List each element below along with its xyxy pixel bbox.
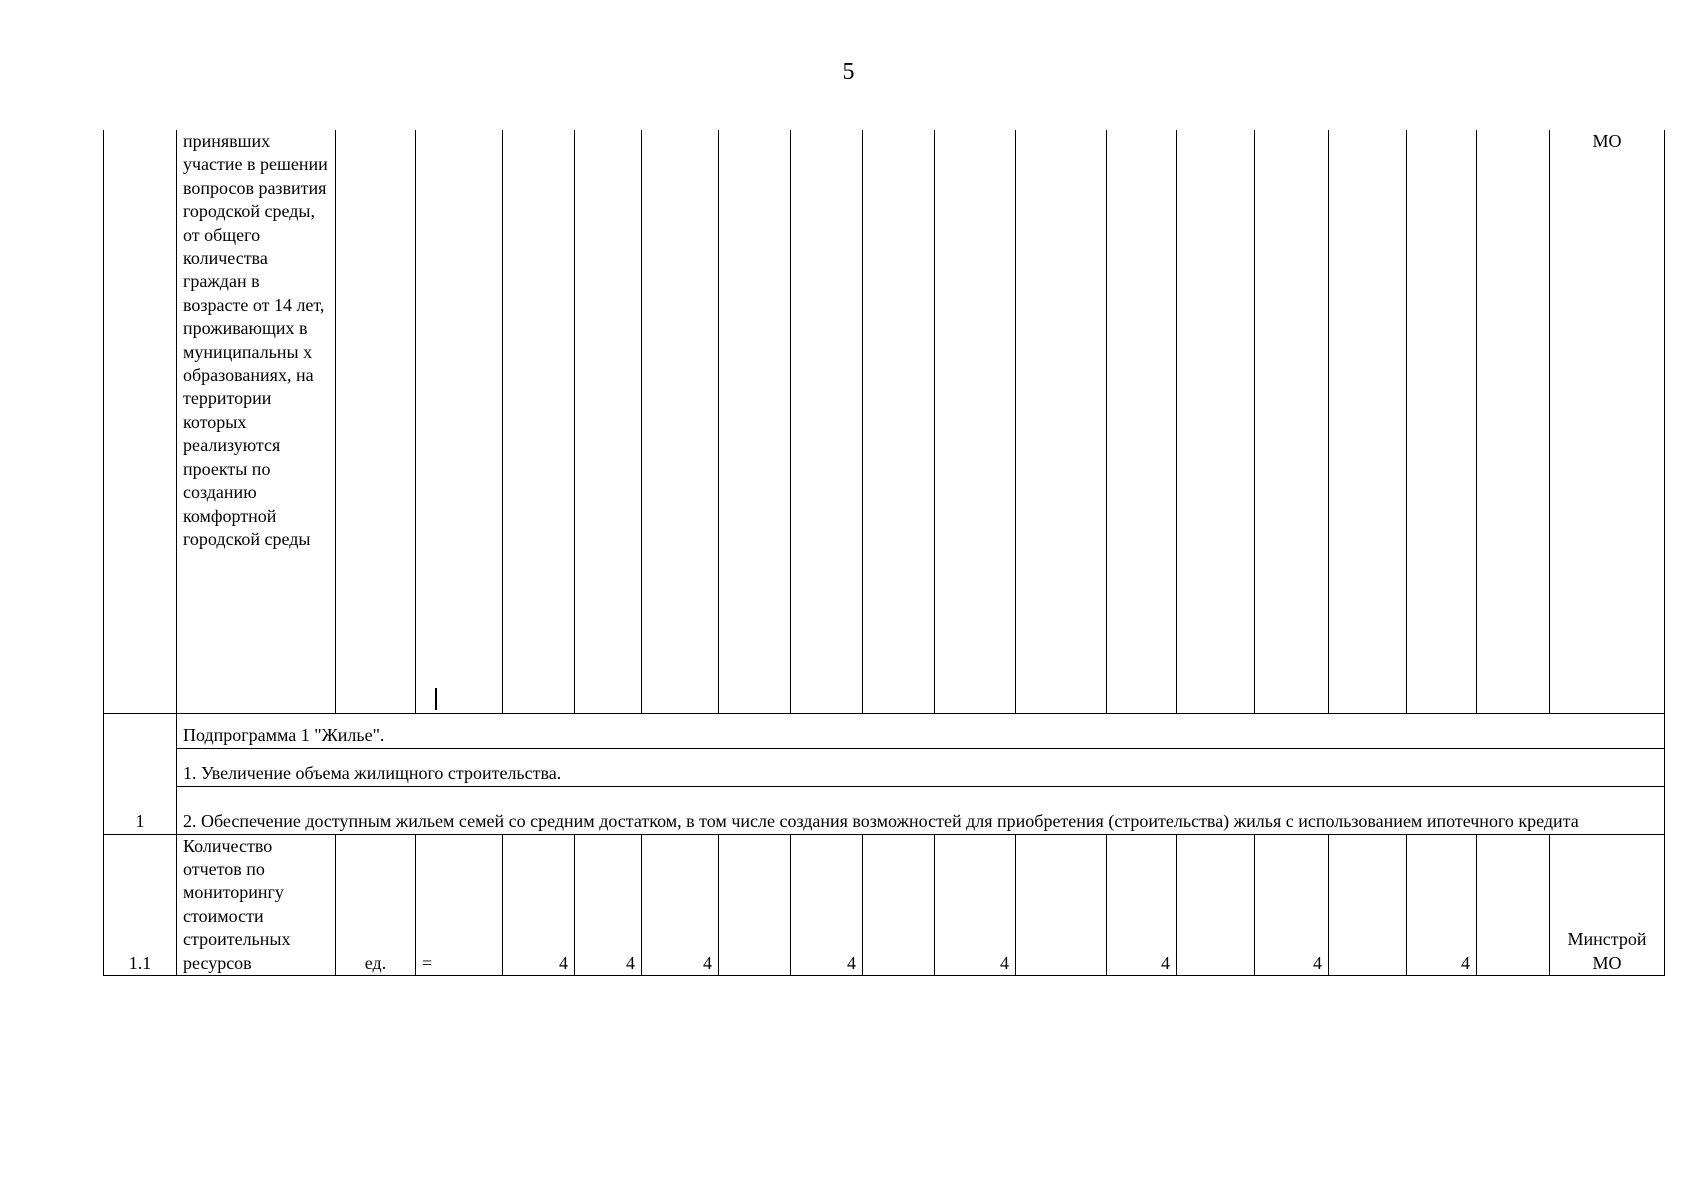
table-row-subprogram-title <box>104 713 1665 748</box>
indicator-value <box>1477 834 1550 975</box>
indicator-value: 4 <box>791 834 863 975</box>
responsible-continued: МО <box>1550 130 1665 713</box>
indicator-value: 4 <box>1107 834 1177 975</box>
indicator-value: 4 <box>1407 834 1477 975</box>
indicator-value <box>719 834 791 975</box>
table-row-indicator-1-1 <box>104 834 1665 975</box>
table-row-subprogram-goal-1 <box>104 748 1665 786</box>
subprogram-goal-1: 1. Увеличение объема жилищного строительства. <box>177 748 1665 786</box>
cell-number <box>104 130 177 713</box>
indicator-responsible: Минстрой МО <box>1550 834 1665 975</box>
subprogram-number: 1 <box>104 713 177 834</box>
indicator-value <box>1177 834 1255 975</box>
indicator-name-continued: принявших участие в решении вопросов развития городской среды, от общего количества граждан в возрасте от 14 лет, проживающих в муниципальны х образованиях, на территории которых реализуются проекты по созданию комфортной городской среды <box>177 130 336 713</box>
indicator-value: 4 <box>642 834 719 975</box>
indicator-value <box>1329 834 1407 975</box>
indicator-name: Количество отчетов по мониторингу стоимости строительных ресурсов <box>177 834 336 975</box>
table-row-subprogram-goal-2 <box>104 786 1665 834</box>
indicator-number: 1.1 <box>104 834 177 975</box>
indicator-value: 4 <box>503 834 575 975</box>
indicators-table <box>103 130 1665 976</box>
indicator-value <box>1016 834 1107 975</box>
text-cursor-mark <box>435 688 437 710</box>
table-row-continued <box>104 130 1665 713</box>
indicator-unit: ед. <box>336 834 416 975</box>
page-number: 5 <box>842 59 855 85</box>
indicator-value: 4 <box>575 834 642 975</box>
subprogram-goal-2: 2. Обеспечение доступным жильем семей со средним достатком, в том числе создания возможностей для приобретения (строительства) жилья с использованием ипотечного кредита <box>177 786 1665 834</box>
indicator-value <box>863 834 935 975</box>
indicator-value: 4 <box>1255 834 1329 975</box>
indicator-sign: = <box>416 834 503 975</box>
subprogram-title: Подпрограмма 1 "Жилье". <box>177 713 1665 748</box>
indicator-value: 4 <box>935 834 1016 975</box>
